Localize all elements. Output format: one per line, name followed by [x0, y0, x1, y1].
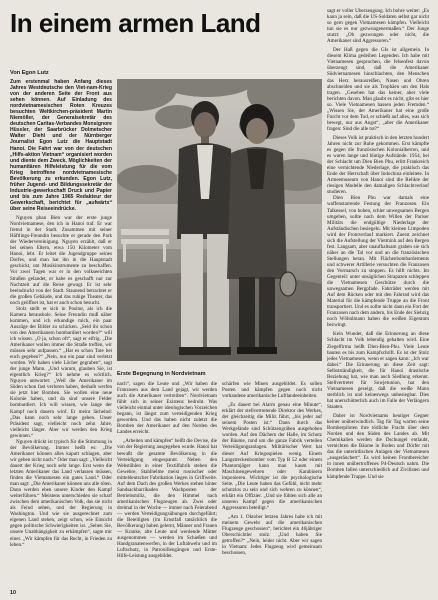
- paragraph: „Arbeiten und kämpfen“ heißt die Devise, die von der Regierung ausgegeben wurde. Hanoi hat bewußt die gesamte Bevölkerung in die Verteidigung eingespannt. Neben den Webstühlen in einer Textilfabrik stehen die Gewehre, Stahlhelme meist russischer oder mitteldeutscher Fabrikation liegen in Griffweite. Auf dem Dach des großen Werkes stehen hinter Sandsackbarrikaden Wachposten der Betriebsmiliz, die den Himmel nach amerikanischen Flugzeugen ab. Zwei oder dreimal in der Woche — immer nach Feierabend — werden Verteidigungsübungen durchgeführt; die Beteiligten (im Ernstfall tatsächlich die Bevölkerung) haben gelernt, Männer und Frauen — Kranke, alte Leute und werdende Mütter ausgenommen — werden im Schießen und Handgranatenwerfen, in der Luftabwehr und im Luftschutz, in Patrouillengängen und Erste-Hilfe-Leistung ausgebildet.: [117, 438, 217, 560]
- paragraph: Stolz stellt er sich in Positur, als ich die Kamera heraushole. Seine Freundin muß näher kommen, und ich erkundige mich, ein paar Auszüge der Bilder zu schicken. „Seid ihr schon von den Amerikanern bombardiert worden?“ will ich wissen. „O ja, schon oft“, sagt er eifrig. „Die Amerikaner wollen immer die Straße treffen, wir müssen sehr aufpassen.“ „Hat es schon Tote bei euch gegeben?“ „Nein, nur ein paar sind verletzt worden. Wir haben viele Löcher gegraben“, sagt der junge Mann. „Und warum, glauben Sie, ist eigentlich Krieg?“ Ich nehme es wörtlich. Nguyen antwortet: „Weil die Amerikaner im Süden schon fast verloren haben, deshalb werfen sie jetzt hier Bomben. Sie wollen eine neue Kolonie haben, und da sind unsere Felder bombardiert. Ich will wissen, wie lange der Kampf noch dauern wird. Er meint lächelnd: „Das kann noch sehr lange gehen. Unser Präsident sagt, vielleicht noch zehn Jahre, vielleicht länger. Aber wir werden den Krieg gewinnen.“: [10, 305, 112, 439]
- paragraph: Nguyen phan Bien war der erste junge Nordvietnamese, den ich in Hanoi traf. Er war fremd in der Stadt. Zusammen mit seiner Häftlings-Freundin besuchte er gerade den Park der Wiedervereinigung. Nguyen erzählt, daß er bei seinen Eltern, etwa 150 Kilometer vom Hanoi, lebt. Er leitet die Jugendgruppe seines Dorfes, und man hat ihn in die Hauptstadt geschickt, um Musikinstrumente zu beschaffen. Vor zwei Tagen war er in den volkseeichten Straßen gelandet, er habe es geschafft nur zur Nachtzeit auf die Reise gewagt. Er ist sehr beeindruckt von der Stadt. Staunend betrachtet er die großen Gebäude, und das ruhige Theater, das noch geöffnet ist, hat er auch schon besucht.: [10, 215, 112, 306]
- paragraph: Dieses Volk ist praktisch in den letzten hundert Jahren nicht zur Ruhe gekommen. Erst kämpfte es gegen die französischen Kolonialherren, und es waren lange und blutige Aufstände. 1954, bei der Schlacht um Dien Bien Phu, erlitt Frankreich eine vernichtende Niederlage, die praktisch das Ende der Herrschaft über Indochina einleitete. In Armeemuseum von Hanoi sind die Relikte der riesigen Modelle den damaligen Schlachtverlauf studieren.: [327, 134, 429, 196]
- page-number: 10: [10, 590, 16, 596]
- paragraph: Der Haß gegen die GIs ist allgemein. In diesem Klima gedeihen Legenden. Ich habe mit Vietnamesen gesprochen, die felsenfest davon überzeugt sind, daß die Amerikaner Südvietnamesen hinschlachten, den Menschen das Herz herausreißen, Nasen und Ohren abschneiden und sie als Trophäen um den Hals tragen. „Gesehen hat das keiner, aber viele berichten davon. Man glaubt es nicht, gibt es hier so. Viele Vietnamesen hassen jeden Fremden.“ „Wissen Sie, der Amerikaner hat eine große Furcht vor dem Tod, er schießt auf alles, was sich bewegt, nur aus Angst“, „aber die Amerikaner fragen: Sind die alle tot?“: [327, 47, 429, 132]
- text-column-3: [222, 381, 322, 592]
- text-column-2: [117, 381, 217, 592]
- paragraph: nach“, sagen die Leute und „Wir haben die Franzosen aus dem Land gejagt, wir werden auch die Amerikaner vertreiben“. Nordvietnam fühlt sich in seiner Existenz bedroht. Was vielleicht einmal unter ideologischen Vorzeichen begann, ist längst zum verteidigenden Krieg geworden. Und das haben nicht zuletzt die Bomben der Amerikaner auf den Norden des Landes erreicht.: [117, 381, 217, 436]
- paragraph: Dien Bien Phu war damals eine waffenstarrende Festung der Franzosen. Ein Talkessel, von hohen, schier unwegsamen Bergen umgeben, sollte nach dem Willen der Pariser Militärs die endgültige Niederlage der Aufständischen besiegeln. Mit kleinen Limpoden wird der Frontverlauf markiert. Zuerst zeichnet sich die Aufstellung der Vietminh auf den Bergen fest. Langsam, aber unaufhaltsam graben sie sich näher an die Tal vor und an die französischen Stellungen heran. Mit Flächenbombardements und schwerer Artillerie versuchten die Franzosen den Vormarsch zu stoppen. Es hilft nichts. Im Gegenteil: unter unsäglichen Strapazen schleppen die Vietnamesen Geschütze durch die unwegsamen Bergpfade. Fahrräder werden mit Auf dem Rücken oder mit den Fahrrad wird das Material für die kämpfende Truppe an die Front transportiert. Und es sollte nicht dann ein Fort der Franzosen nach dem andern, bis Ende der Siebzig noch Wöhnlmann haben die weißen Eigentum bezwingt.: [327, 195, 429, 329]
- paragraph: Nguyen drückt ist typisch für die Stimmung in der Bevölkerung. Immer heißt es: „Die Amerikaner können alles kaputt schlagen, aber wir geben nicht nach.“ Oder man sagt: „Vielleicht dauert der Krieg noch sehr lange. Erst wenn die letzten Amerikaner das Land verlassen müssen, finden die Vietnamesen ein gutes Land.“ Oder man sagt: „Die Amerikaner können uns alle töten. Dann werden eben unsere Kinder den Kampf weiterführen.“ Meistens unterschieden sie scharf zwischen dem amerikanischen Volk, das sie nicht als Feind sehen, und der Regierung in Washington. Und wie sie ausgerechnet zum eigenen Land stehen, zeigt schon, wie Einsicht gegen politische Schwierigkeiten ist. „Sehen Sie, unsere Unabhängigkeit zu erkämpfen“, sagte mir einer. „Wir kämpfen für das Recht, in Frieden zu leben.“: [10, 438, 112, 548]
- article-byline: Von Egon Lutz: [10, 70, 49, 76]
- photo-caption: Erste Begegnung in Nordvietnam: [117, 371, 206, 377]
- paragraph: sagt er voller Überzeugung. Ich bohre weiter: „Es kann ja sein, daß die US-Soldaten selbst gar nicht so gern gegen Vietnamesen kämpfen. Vielleicht tun sie es nur gezwungenermaßen.“ Der Junge stutzt: „Ob gezwungen oder nicht, die Amerikaner sind Aggressoren.“: [327, 8, 429, 45]
- article-photo: [117, 79, 322, 361]
- text-column-4: [327, 8, 429, 592]
- paragraph: Kein Wunder, daß die Erinnerung an diese Schlacht im Volk lebendig gehalten wird. Eine Ziegelfirma heißt Dien-Bien-Phu. Viele Leute bauten es bis zum Kampfschrift. Es ist der Stolz jedes Vietnamesen, wenn er sagen kann: „Ich war dabei.“ Die Erinnerung an diese Zeit sagt: Selbstständigkeit, die für Hanoi drastische Beziehung hat, wie man auch Siedlung erkennt. Stellvertreter für Sowjetunion, hat den Vietnamesen gezeigt, daß die weiße Mann sterblich ist und keineswegs unbesiegbar. Dies hat unerschütterlich auch im Falle der Verlängern Staaten.: [327, 331, 429, 410]
- paragraph: schärfen wie Minen ausgebildet. Es sollen Posten und kämpfen gegen noch nicht vorhandene amerikanische Luftlandeeinheiten.: [222, 381, 322, 400]
- article-headline: In einem armen Land: [10, 8, 261, 38]
- paragraph: Daher ist Nordvietnams heutiger Gegner keiner unüberwindlich. Tag für Tag warten seine Bomberpiloten ihre tödliche Fracht über dem Norden und den Süden des Landes ab. Mit Chemikalien werden die Dschungel entlaubt, vernichten die Bäume in Boden und Dörfer mit das die unterirdischen Anlagen der Vietnamesen „ausgeräuchert“. Es wird keinen Frontbereicher in innen unübertroffenes P4-Deutsch nahm. Die Bomben fallen unterschiedlich auf Zivilisten und kämpfende Truppe. Und sie: [327, 413, 429, 480]
- paragraph: „Am 1. Oktober letzten Jahres habe ich mit meinem Gewehr auf die amerikanischen Flugzeuge geschossen“, berichtet ein 46jähriger Oberschichtler stolz. „Und haben Sie getroffen?“ „Nein, leider nicht. Aber wir sagen in Vietnam: Jedes Flugzeug wird gemeinsam beschossen,: [222, 513, 322, 557]
- text-column-1: [10, 79, 112, 592]
- paragraph: „Es dauert bei Alarm genau eine Minute“, erklärt der stellvertretende Direktor des Werkes, der gleichzeitig die Miliz führt, „bis jeder auf seinem Posten ist.“ Dann durch das Werkgelände sind Schützengräben ausgehoben worden. Auf den Dächern der Halle, im Schutz der Bäume, rund um die ganze Fabrik verteilen Verteidigungsanlagen. Militärischer Wert hat dieser Auf Kriegsspielen wenig. Einem Langstreckenbomber vom Typ B 52 oder einem Phantomjäger kann man kaum mit Maschinengewehren oder Karabinern imponieren. Wichtiger ist die psychologische Seite. „Die Leute haben das Gefühl, nicht mehr schutzlos zu sein und sich wehren zu können“, erklärt ein Offizier. „Und sie fühlen sich alle an unseren Kampf gegen die amerikanischen Aggressoren beteiligt.“: [222, 402, 322, 511]
- article-intro: Zum erstenmal haben Anfang dieses Jahres Westdeutsche den Viet-nam-Krieg von der anderen Seite der Front aus sehen können. Auf Einladung des nordvietnamesischen Roten Kreuzes besuchten Weltkirchen-präsident Martin Niemöller, der Generalsekretär des deutschen Caritas-Verbandes Monsignore Hüssler, der Saarbrücker Dolmetscher Walter Diehl und der Nürnberger Journalist Egon Lutz die Hauptstadt Hanoi. Die Fahrt war von der deutschen „Hilfs-aktion Vietnam“ organisiert worden und diente dem Zweck, Möglichkeiten der humanitären Hilfeleistung für die vom Krieg betroffene nordvietnamesische Bevölkerung zu erkunden. Egon Lutz, früher Jugend- und Bildungssekretär der Industrie-gewerkschaft Druck und Papier und bis zum Jahre 1965 Redakteur der Gewerkschaft, berichtet für „aufwärts“ über seine Reiseeindrücke.: [10, 79, 112, 212]
